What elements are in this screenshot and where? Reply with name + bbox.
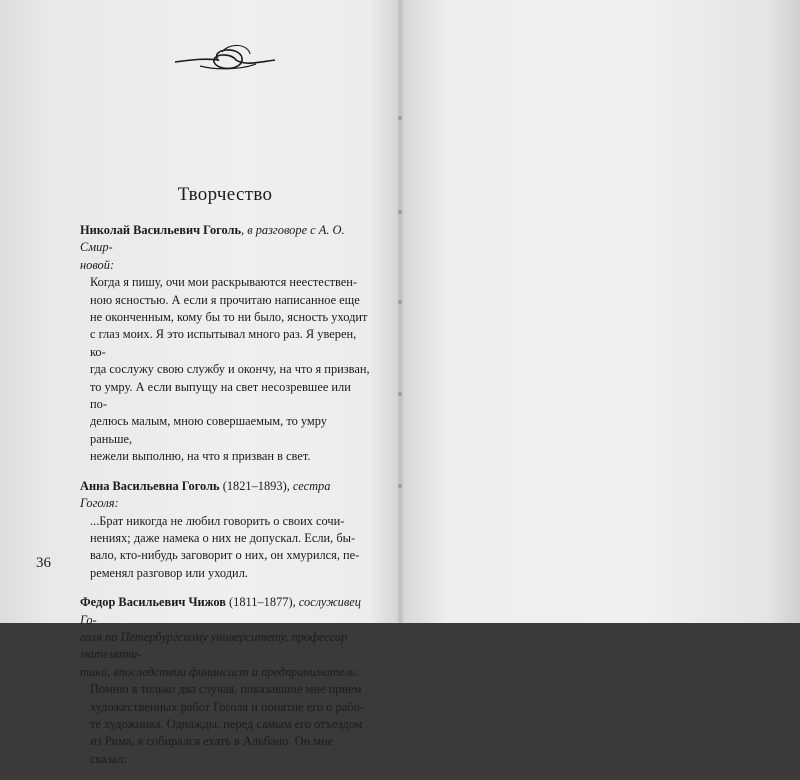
- author-role: в разговоре с А. О. Смир-: [80, 223, 345, 255]
- quote-text: [80, 274, 370, 465]
- quote-text: [80, 513, 370, 583]
- author-role: голя по Петербургскому университету, профессор математи-: [80, 629, 348, 662]
- flourish-ornament-icon: [170, 40, 280, 80]
- author-role: новой:: [80, 257, 115, 272]
- quote-entry: [80, 478, 370, 582]
- attribution-text: (1811–1877),: [225, 595, 299, 610]
- text-line: нениях; даже намека о них не допускал. Если, бы-: [90, 530, 356, 545]
- attribution: [80, 594, 370, 681]
- text-line: гда сослужу свою службу и окончу, на что я призван,: [90, 362, 370, 377]
- author-role: сослуживец Го-: [80, 595, 361, 627]
- text-line: не оконченным, кому бы то ни было, ясность уходит: [90, 310, 368, 325]
- author-name: Анна Васильевна Гоголь: [80, 478, 220, 493]
- attribution-text: ,: [241, 223, 248, 237]
- quote-entry: [80, 222, 370, 466]
- text-line: ною ясностью. А если я прочитаю написанное еще: [90, 292, 360, 307]
- chapter-title: Творчество: [177, 184, 273, 205]
- attribution-line: [80, 664, 370, 681]
- text-line: ременял разговор или уходил.: [90, 565, 248, 580]
- text-line: Помню я только два случая, показавшие мне прием: [90, 682, 362, 697]
- left-page: [0, 0, 400, 766]
- author-name: Николай Васильевич Гоголь: [80, 223, 242, 237]
- text-line: делюсь малым, мною совершаемым, то умру раньше,: [90, 414, 327, 446]
- page-number-left: 36: [36, 555, 51, 571]
- attribution-line: [80, 594, 370, 629]
- author-name: Федор Васильевич Чижов: [80, 595, 226, 610]
- author-role: тики, впоследствии финансист и предприниматель:: [80, 664, 360, 679]
- attribution: [80, 478, 370, 513]
- text-line: нежели выполню, на что я призван в свет.: [90, 449, 311, 464]
- attribution-line: [80, 222, 370, 257]
- attribution: [80, 222, 370, 274]
- text-line: художественных работ Гоголя и понятие его о рабо-: [90, 699, 364, 714]
- attribution-text: (1821–1893),: [219, 478, 293, 493]
- quote-entry: [80, 594, 370, 768]
- right-page: [400, 0, 800, 623]
- left-page-text: [80, 222, 370, 780]
- text-line: из Рима, я собирался ехать в Альбано. Он мне сказал:: [90, 734, 334, 766]
- attribution-line: [80, 629, 370, 664]
- text-line: Когда я пишу, очи мои раскрываются неестествен-: [90, 275, 358, 290]
- text-line: с глаз моих. Я это испытывал много раз. Я уверен, ко-: [90, 327, 357, 359]
- attribution-line: [80, 478, 370, 513]
- text-line: ...Брат никогда не любил говорить о своих сочи-: [90, 513, 345, 528]
- attribution-line: [80, 257, 370, 274]
- text-line: те художника. Однажды, перед самым его отъездом: [90, 716, 363, 731]
- text-line: то умру. А если выпущу на свет несозревшее или по-: [90, 379, 351, 412]
- text-line: вало, кто-нибудь заговорит о них, он хмурился, пе-: [90, 548, 360, 563]
- author-role: сестра Гоголя:: [80, 478, 331, 511]
- quote-text: [80, 681, 370, 768]
